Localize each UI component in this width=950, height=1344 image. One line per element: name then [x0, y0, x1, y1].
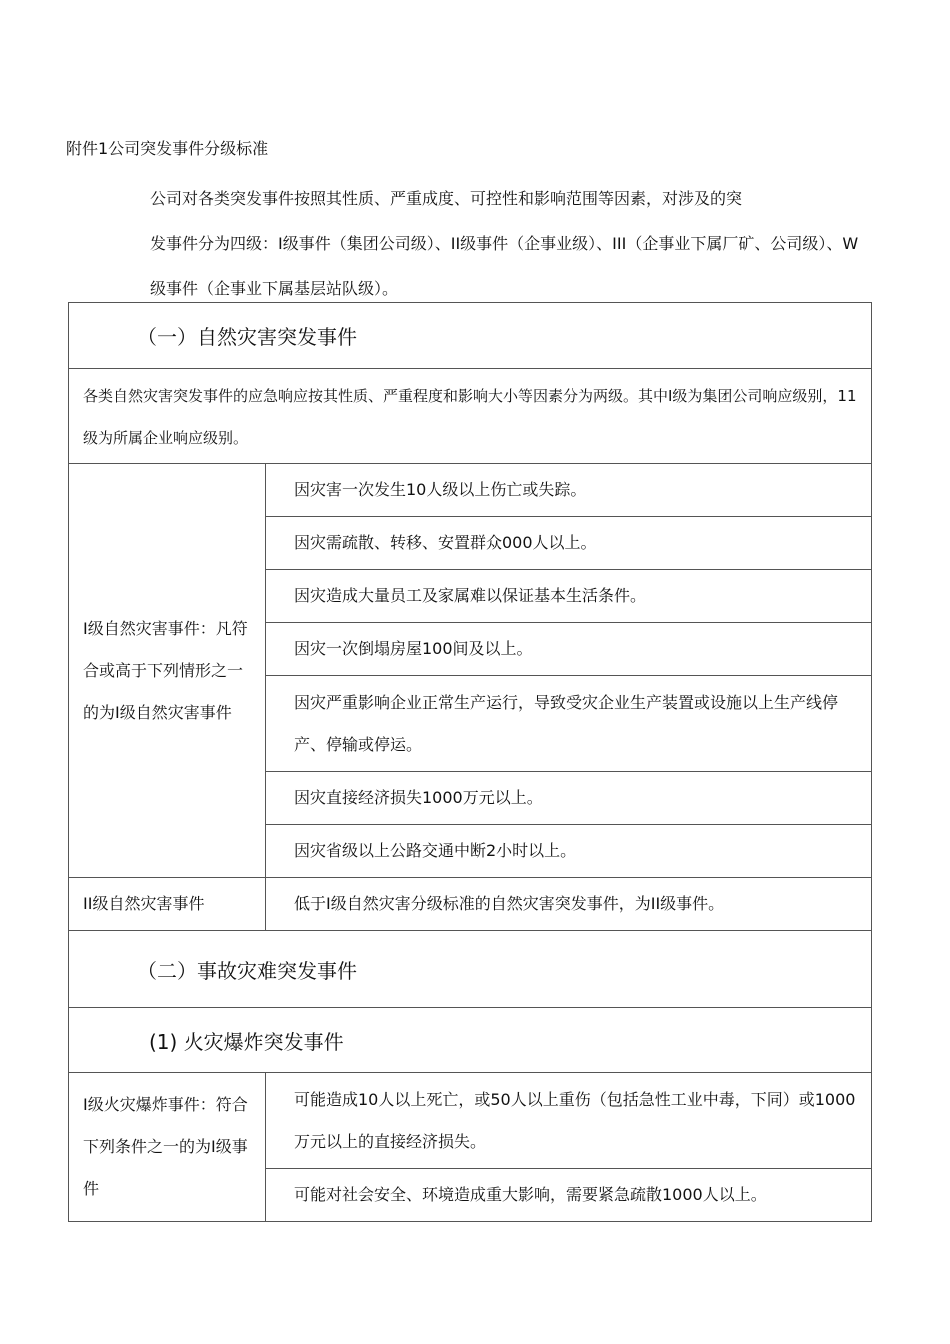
criterion-cell: 因灾严重影响企业正常生产运行，导致受灾企业生产装置或设施以上生产线停产、停输或停运。	[266, 676, 872, 772]
criterion-cell: 可能对社会安全、环境造成重大影响，需要紧急疏散1000人以上。	[266, 1169, 872, 1222]
level1-fire-label: I级火灾爆炸事件：符合下列条件之一的为I级事件	[69, 1073, 266, 1222]
criterion-cell: 可能造成10人以上死亡，或50人以上重伤（包括急性工业中毒，下同）或1000万元以上的直接经济损失。	[266, 1073, 872, 1169]
table-row	[69, 464, 872, 517]
level1-natural-label: I级自然灾害事件：凡符合或高于下列情形之一的为I级自然灾害事件	[69, 464, 266, 878]
criterion-cell: 因灾需疏散、转移、安置群众000人以上。	[266, 517, 872, 570]
level2-natural-label: II级自然灾害事件	[69, 878, 266, 931]
subsection-row	[69, 1008, 872, 1073]
criterion-cell: 因灾一次倒塌房屋100间及以上。	[266, 623, 872, 676]
section-row	[69, 931, 872, 1008]
criterion-cell: 因灾省级以上公路交通中断2小时以上。	[266, 825, 872, 878]
intro-line-2: 发事件分为四级：I级事件（集团公司级）、II级事件（企事业级）、III（企事业下属厂矿、公司级）、W级事件（企事业下属基层站队级）。	[150, 234, 859, 298]
classification-table	[68, 302, 872, 1222]
section2-title: （二）事故灾难突发事件	[69, 931, 872, 1008]
criterion-cell: 因灾直接经济损失1000万元以上。	[266, 772, 872, 825]
section1-title: （一）自然灾害突发事件	[69, 303, 872, 369]
subsection-title: (1) 火灾爆炸突发事件	[69, 1008, 872, 1073]
section1-description: 各类自然灾害突发事件的应急响应按其性质、严重程度和影响大小等因素分为两级。其中I级为集团公司响应级别，11级为所属企业响应级别。	[69, 369, 872, 464]
intro-line-1: 公司对各类突发事件按照其性质、严重成度、可控性和影响范围等因素，对涉及的突	[150, 189, 743, 208]
document-heading: 附件1公司突发事件分级标准	[66, 139, 269, 158]
criterion-cell: 低于I级自然灾害分级标准的自然灾害突发事件，为II级事件。	[266, 878, 872, 931]
criterion-cell: 因灾害一次发生10人级以上伤亡或失踪。	[266, 464, 872, 517]
table-row	[69, 1073, 872, 1169]
criterion-cell: 因灾造成大量员工及家属难以保证基本生活条件。	[266, 570, 872, 623]
table-row	[69, 878, 872, 931]
intro-paragraph	[150, 176, 872, 311]
section-row	[69, 303, 872, 369]
description-row	[69, 369, 872, 464]
